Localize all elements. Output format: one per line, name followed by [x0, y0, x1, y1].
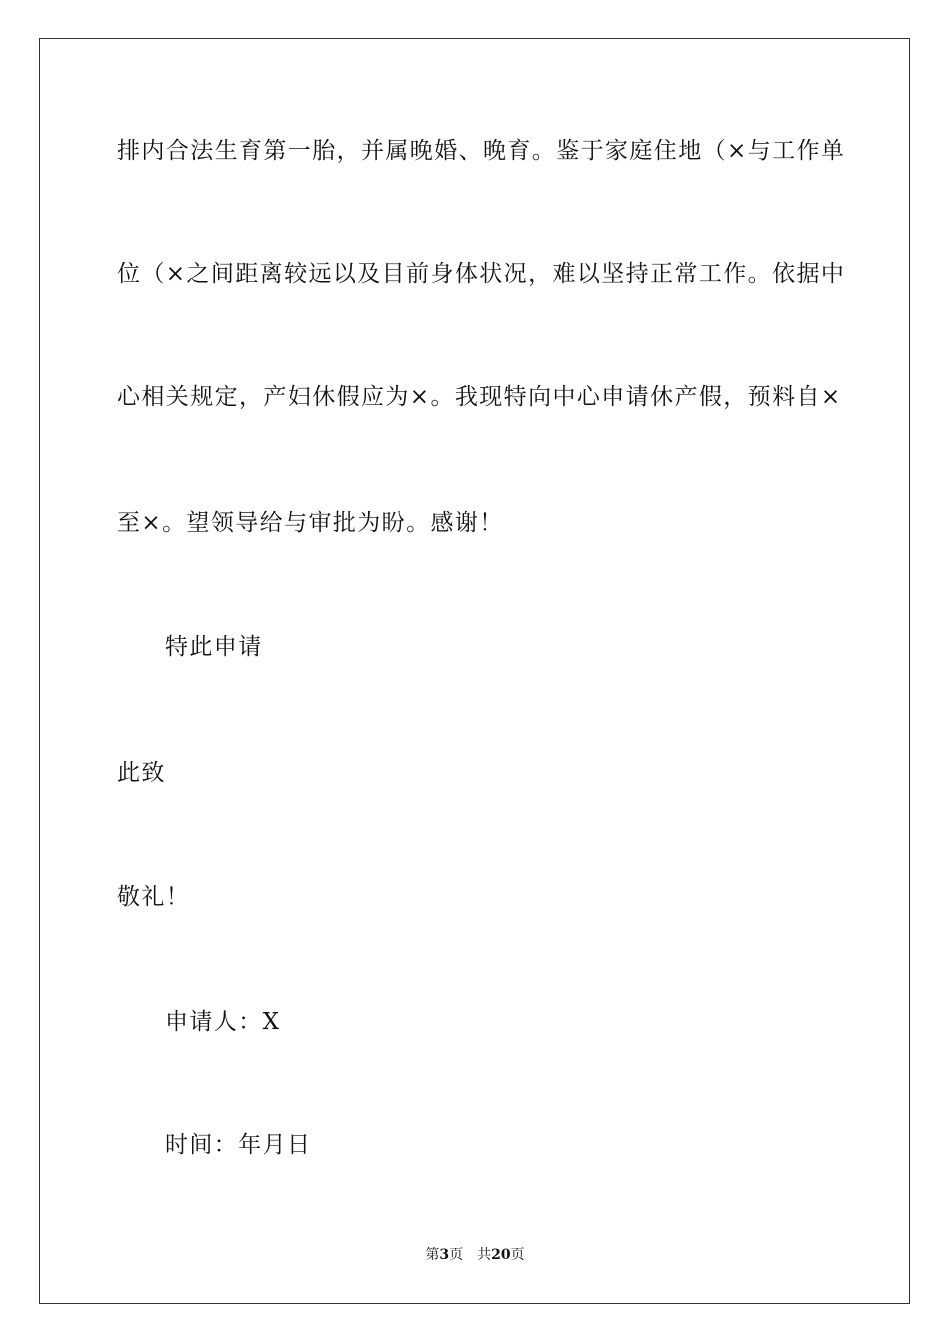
page-number: 3 — [439, 1247, 450, 1263]
closing-request: 特此申请 — [165, 634, 263, 660]
page-footer — [0, 1245, 950, 1265]
applicant-line: 申请人：X — [165, 1009, 281, 1035]
page-border — [39, 38, 910, 1304]
page-suffix: 页 — [449, 1247, 464, 1263]
body-line-2: 位（×之间距离较远以及目前身体状况，难以坚持正常工作。依据中 — [117, 261, 846, 287]
page-prefix: 第 — [425, 1247, 440, 1263]
body-line-3: 心相关规定，产妇休假应为×。我现特向中心申请休产假，预料自× — [117, 384, 842, 410]
salutation: 此致 — [117, 760, 166, 786]
total-suffix: 页 — [510, 1247, 525, 1263]
body-line-1: 排内合法生育第一胎，并属晚婚、晚育。鉴于家庭住地（×与工作单 — [117, 138, 846, 164]
total-pages: 20 — [491, 1247, 511, 1263]
regards: 敬礼！ — [117, 884, 191, 910]
body-line-4: 至×。望领导给与审批为盼。感谢！ — [117, 510, 504, 536]
total-prefix: 共 — [477, 1247, 492, 1263]
date-line: 时间：年月日 — [165, 1132, 312, 1158]
